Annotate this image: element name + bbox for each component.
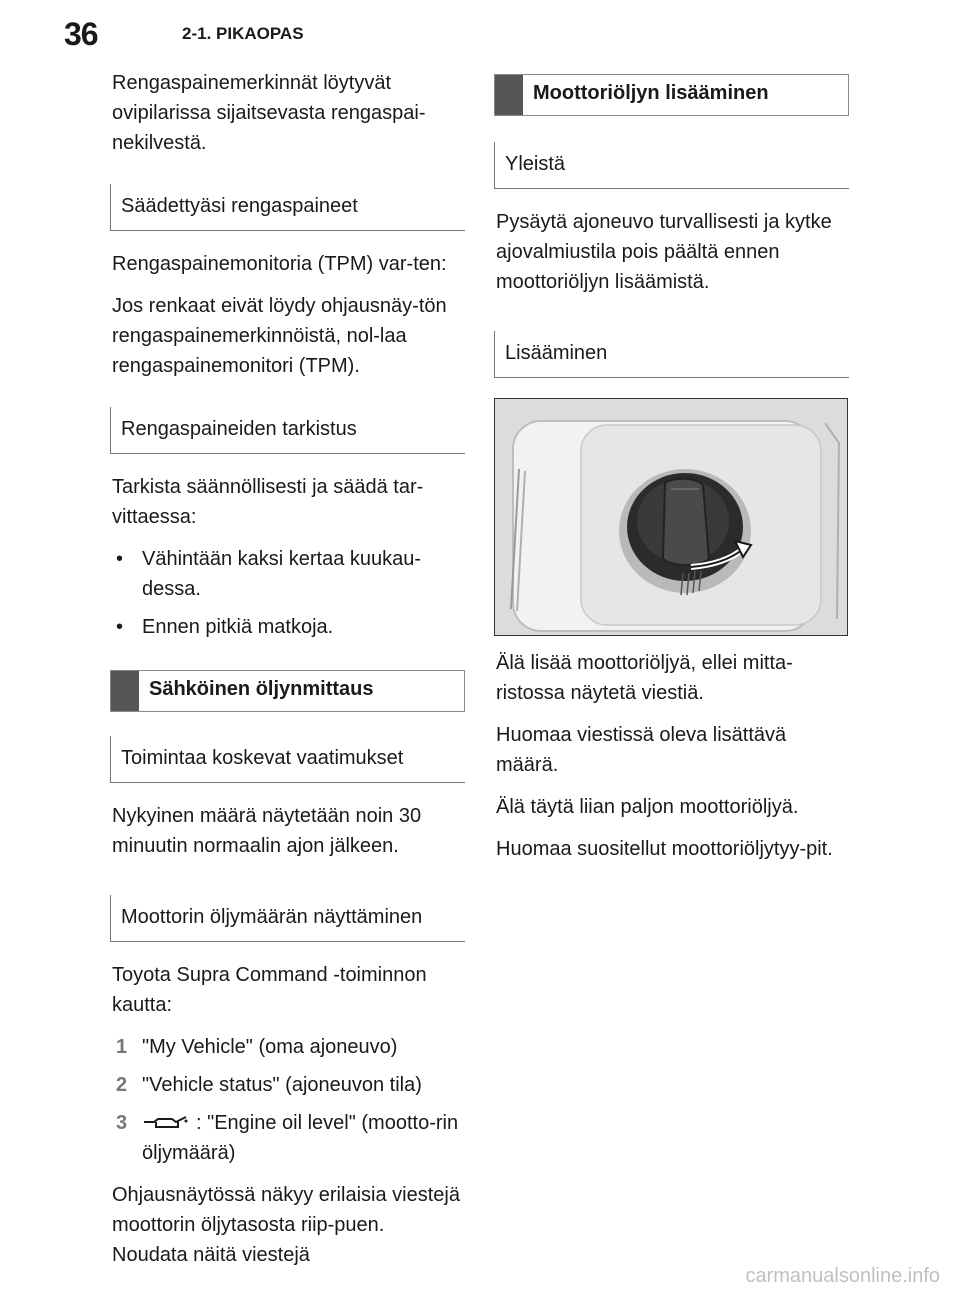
subheading-text: Toimintaa koskevat vaatimukset — [121, 747, 404, 769]
subheading-text: Säädettyäsi rengaspaineet — [121, 195, 358, 217]
subheading-text: Moottorin öljymäärän näyttäminen — [121, 906, 423, 928]
right-column — [494, 68, 849, 876]
step-number: 1 — [116, 1036, 128, 1058]
heading-block-marker — [111, 671, 139, 711]
step-number: 2 — [116, 1074, 128, 1096]
step-text: "Vehicle status" (ajoneuvon tila) — [142, 1074, 422, 1096]
bullet-list — [110, 544, 465, 642]
paragraph: Älä lisää moottoriöljyä, ellei mitta-ristossa näytetä viestiä. — [496, 652, 793, 704]
section-heading-text: Sähköinen öljynmittaus — [149, 678, 374, 700]
subheading-text: Rengaspaineiden tarkistus — [121, 418, 357, 440]
step-item — [110, 1070, 465, 1100]
subheading-tire-pressure-check — [110, 407, 465, 454]
subheading-general — [494, 142, 849, 189]
paragraph: Rengaspainemonitoria (TPM) var-ten: — [112, 253, 447, 275]
paragraph: Tarkista säännöllisesti ja säädä tar-vittaessa: — [112, 476, 424, 528]
step-item — [110, 1108, 465, 1168]
intro-paragraph: Rengaspainemerkinnät löytyvät ovipilarissa sijaitsevasta rengaspai-nekilvestä. — [112, 72, 426, 154]
list-item: • Ennen pitkiä matkoja. — [110, 612, 465, 642]
steps-list — [110, 1032, 465, 1168]
list-item: • Vähintään kaksi kertaa kuukau-dessa. — [110, 544, 465, 604]
subheading-text: Yleistä — [505, 153, 566, 175]
left-column — [110, 68, 465, 1282]
subheading-tire-pressure-set — [110, 184, 465, 231]
paragraph: Nykyinen määrä näytetään noin 30 minuutin normaalin ajon jälkeen. — [112, 805, 422, 857]
paragraph: Ohjausnäytössä näkyy erilaisia viestejä moottorin öljytasosta riip-puen. Noudata näitä viestejä — [112, 1184, 460, 1266]
paragraph: Toyota Supra Command -toiminnon kautta: — [112, 964, 427, 1016]
section-heading-electronic-oil — [110, 670, 465, 712]
subheading-requirements — [110, 736, 465, 783]
paragraph: Pysäytä ajoneuvo turvallisesti ja kytke ajovalmiustila pois päältä ennen moottoriöljyn lisäämistä. — [496, 211, 832, 293]
paragraph: Älä täytä liian paljon moottoriöljyä. — [496, 796, 799, 818]
heading-block-marker — [495, 75, 523, 115]
oil-filler-cap-illustration — [494, 398, 848, 636]
paragraph: Huomaa viestissä oleva lisättävä määrä. — [496, 724, 787, 776]
step-text: : "Engine oil level" (mootto-rin öljymäärä) — [142, 1112, 459, 1164]
step-item — [110, 1032, 465, 1062]
section-heading-text: Moottoriöljyn lisääminen — [533, 82, 769, 104]
oil-can-icon — [142, 1113, 190, 1131]
subheading-adding — [494, 331, 849, 378]
step-text: "My Vehicle" (oma ajoneuvo) — [142, 1036, 398, 1058]
section-header: 2-1. PIKAOPAS — [182, 24, 304, 43]
subheading-text: Lisääminen — [505, 342, 608, 364]
step-number: 3 — [116, 1112, 128, 1134]
paragraph: Jos renkaat eivät löydy ohjausnäy-tön rengaspainemerkinnöistä, nol-laa rengaspainemonitori (TPM). — [112, 295, 447, 377]
section-heading-add-oil — [494, 74, 849, 116]
oil-filler-cap-drawing — [495, 399, 847, 635]
paragraph: Huomaa suositellut moottoriöljytyy-pit. — [496, 838, 833, 860]
subheading-oil-display — [110, 895, 465, 942]
watermark[interactable]: carmanualsonline.info — [745, 1265, 940, 1287]
page-number: 36 — [64, 16, 98, 52]
